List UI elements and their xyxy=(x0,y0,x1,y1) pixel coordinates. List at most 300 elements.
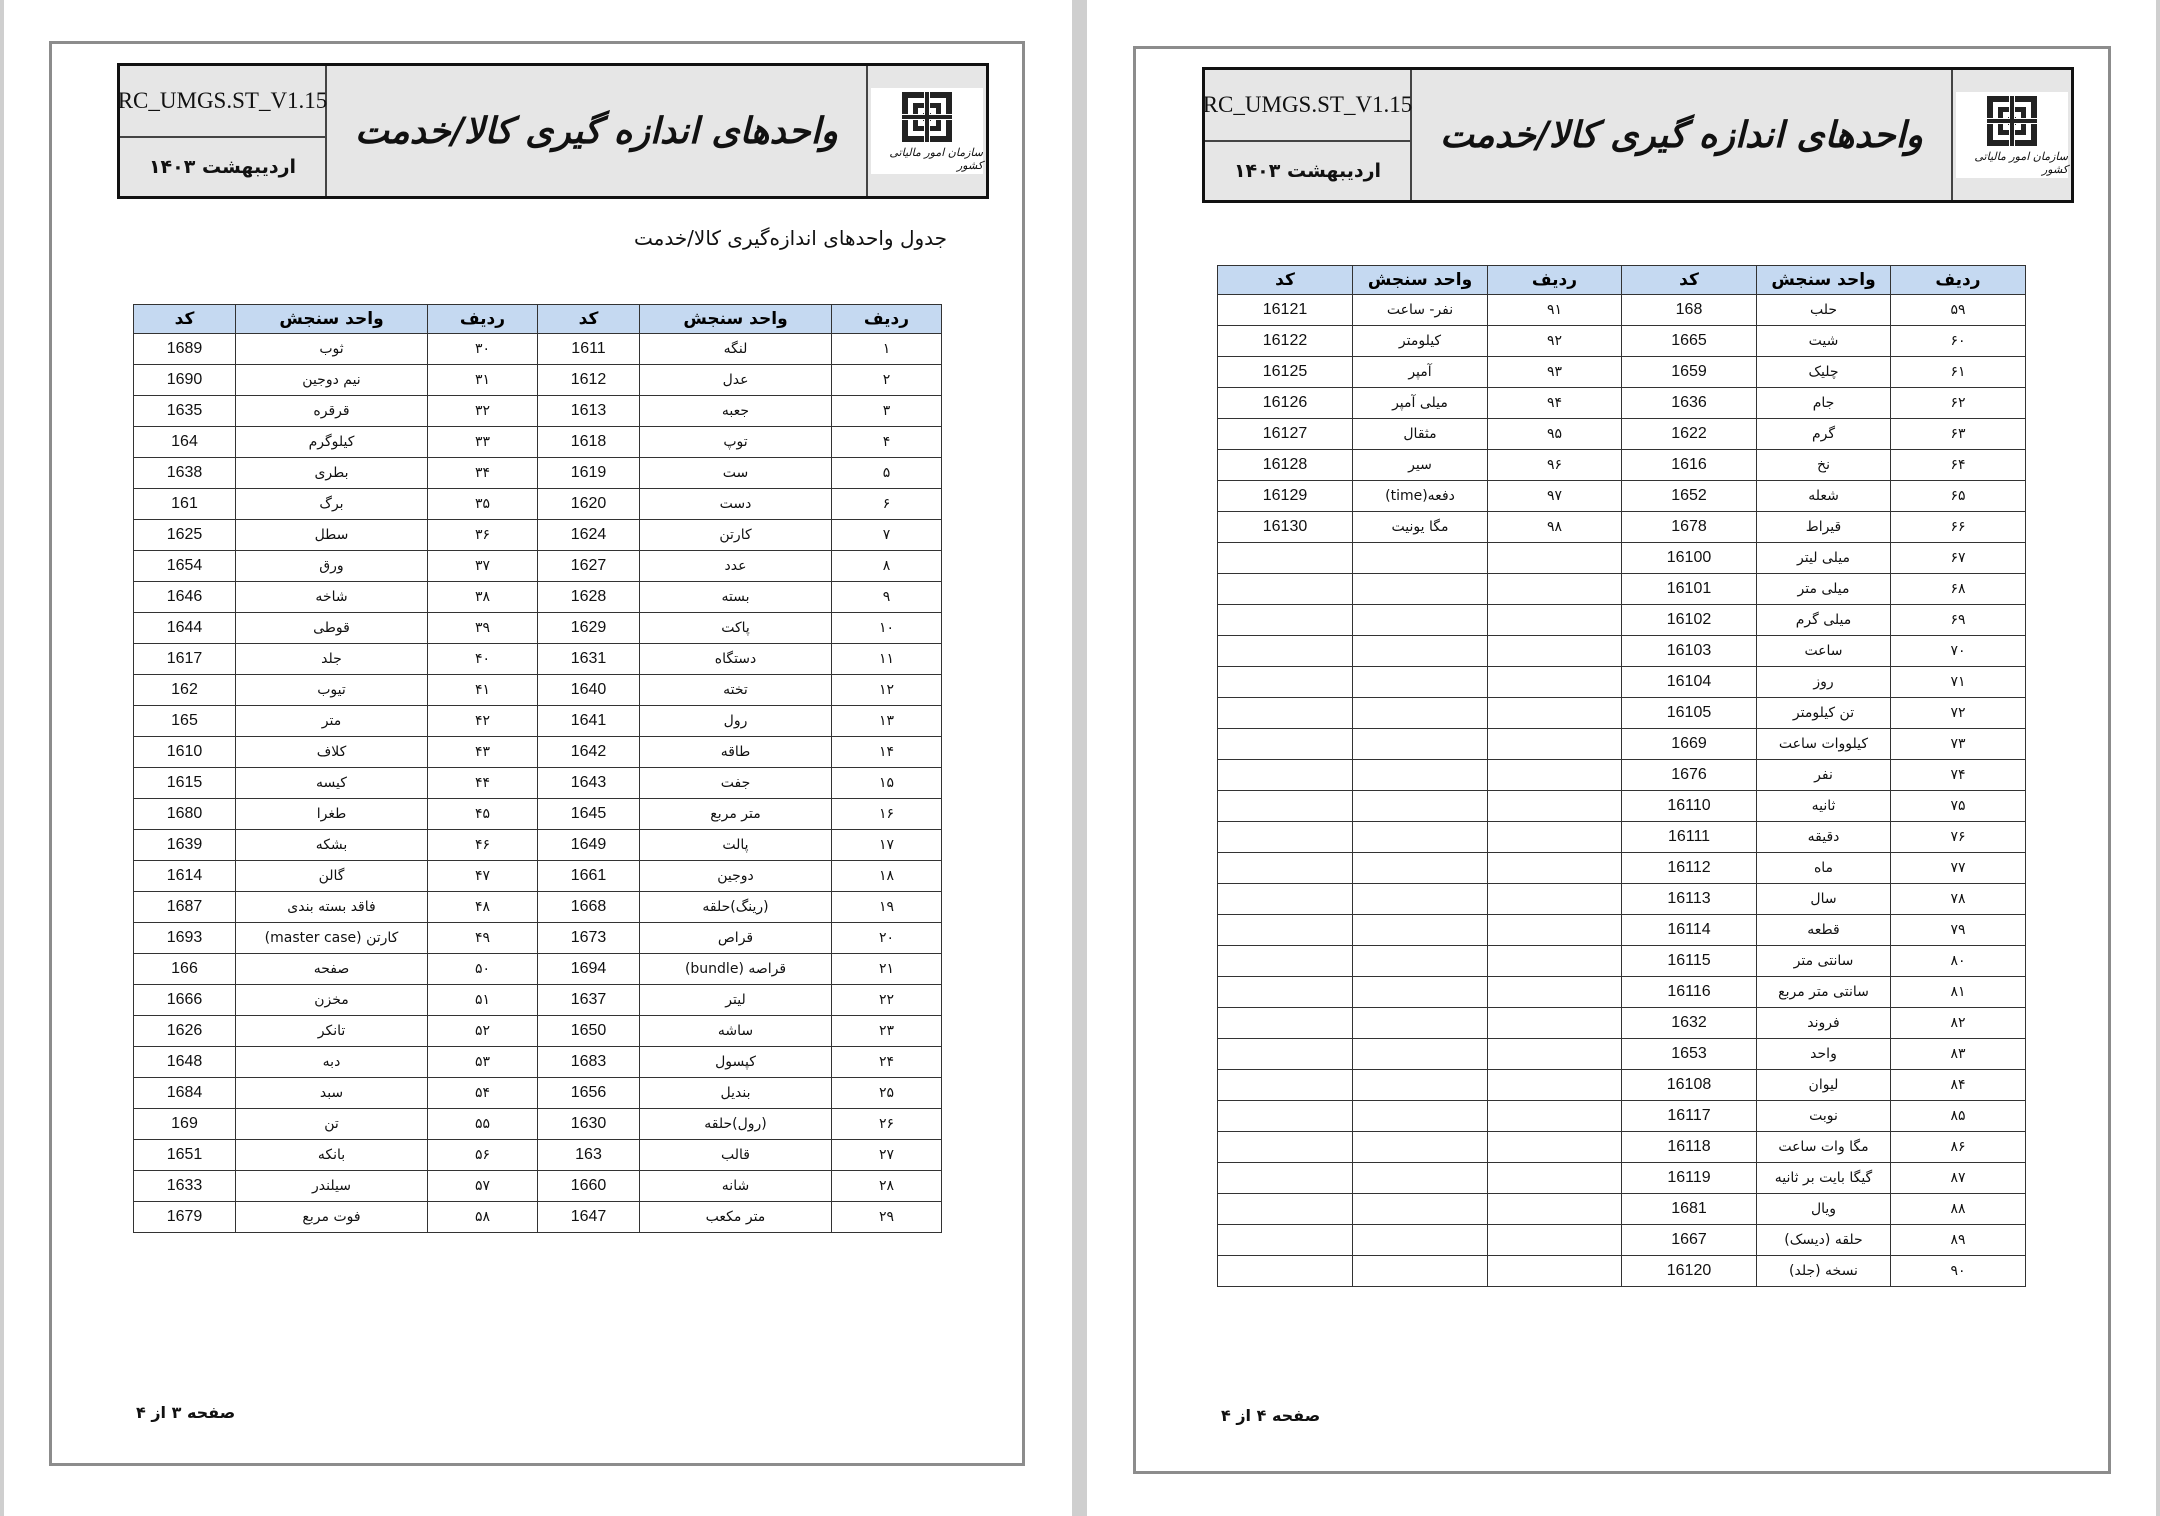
row-number-cell: ۹۰ xyxy=(1891,1256,2026,1287)
header-meta xyxy=(1202,70,1413,200)
unit-code-cell xyxy=(1218,946,1353,977)
unit-code-cell: 16113 xyxy=(1622,884,1757,915)
unit-name-cell: شیت xyxy=(1757,326,1891,357)
unit-name-cell: قرقره xyxy=(236,396,428,427)
unit-name-cell: بندیل xyxy=(640,1078,832,1109)
unit-code-cell: 1652 xyxy=(1622,481,1757,512)
unit-name-cell: کیلوگرم xyxy=(236,427,428,458)
unit-name-cell: قیراط xyxy=(1757,512,1891,543)
header-row-number: ردیف xyxy=(428,305,538,334)
row-number-cell: ۳۱ xyxy=(428,365,538,396)
unit-name-cell: قراصه (bundle) xyxy=(640,954,832,985)
header-row-number: ردیف xyxy=(832,305,942,334)
unit-code-cell: 1636 xyxy=(1622,388,1757,419)
table-row xyxy=(1218,760,2026,791)
row-number-cell: ۴۸ xyxy=(428,892,538,923)
table-row xyxy=(134,613,942,644)
row-number-cell: ۱ xyxy=(832,334,942,365)
unit-name-cell: قوطی xyxy=(236,613,428,644)
header-row-number: ردیف xyxy=(1891,266,2026,295)
row-number-cell xyxy=(1488,946,1622,977)
row-number-cell: ۴۷ xyxy=(428,861,538,892)
unit-code-cell: 1653 xyxy=(1622,1039,1757,1070)
unit-code-cell xyxy=(1218,1225,1353,1256)
unit-name-cell: گرم xyxy=(1757,419,1891,450)
unit-code-cell xyxy=(1218,729,1353,760)
organization-logo xyxy=(1951,70,2071,200)
row-number-cell xyxy=(1488,853,1622,884)
unit-name-cell xyxy=(1353,1163,1488,1194)
unit-name-cell: ثانیه xyxy=(1757,791,1891,822)
unit-code-cell: 16105 xyxy=(1622,698,1757,729)
unit-name-cell: دوجین xyxy=(640,861,832,892)
table-row xyxy=(134,799,942,830)
unit-name-cell: دفعه(time) xyxy=(1353,481,1488,512)
unit-code-cell: 1666 xyxy=(134,985,236,1016)
unit-code-cell: 1624 xyxy=(538,520,640,551)
unit-name-cell: نیم دوجین xyxy=(236,365,428,396)
table-row xyxy=(1218,1225,2026,1256)
unit-code-cell: 1613 xyxy=(538,396,640,427)
row-number-cell: ۸۳ xyxy=(1891,1039,2026,1070)
row-number-cell: ۶۵ xyxy=(1891,481,2026,512)
unit-name-cell xyxy=(1353,636,1488,667)
unit-code-cell: 16100 xyxy=(1622,543,1757,574)
row-number-cell: ۵۶ xyxy=(428,1140,538,1171)
unit-code-cell xyxy=(1218,791,1353,822)
row-number-cell xyxy=(1488,977,1622,1008)
unit-name-cell: لنگه xyxy=(640,334,832,365)
table-row xyxy=(1218,1163,2026,1194)
unit-code-cell: 1640 xyxy=(538,675,640,706)
table-row xyxy=(1218,605,2026,636)
table-row xyxy=(134,706,942,737)
unit-code-cell xyxy=(1218,1008,1353,1039)
row-number-cell: ۶۹ xyxy=(1891,605,2026,636)
unit-code-cell: 1638 xyxy=(134,458,236,489)
table-row xyxy=(1218,419,2026,450)
unit-name-cell: ثوب xyxy=(236,334,428,365)
row-number-cell: ۲۶ xyxy=(832,1109,942,1140)
unit-name-cell: تیوب xyxy=(236,675,428,706)
row-number-cell: ۷۱ xyxy=(1891,667,2026,698)
table-row xyxy=(134,985,942,1016)
table-row xyxy=(1218,1101,2026,1132)
unit-name-cell: مگا یونیت xyxy=(1353,512,1488,543)
header-unit: واحد سنجش xyxy=(236,305,428,334)
unit-code-cell: 1630 xyxy=(538,1109,640,1140)
row-number-cell: ۸۷ xyxy=(1891,1163,2026,1194)
table-row xyxy=(134,1047,942,1078)
unit-code-cell xyxy=(1218,543,1353,574)
unit-name-cell: جفت xyxy=(640,768,832,799)
unit-name-cell: متر مکعب xyxy=(640,1202,832,1233)
unit-code-cell: 168 xyxy=(1622,295,1757,326)
unit-name-cell xyxy=(1353,915,1488,946)
unit-code-cell xyxy=(1218,636,1353,667)
row-number-cell: ۳۶ xyxy=(428,520,538,551)
table-row xyxy=(134,923,942,954)
row-number-cell: ۱۷ xyxy=(832,830,942,861)
unit-code-cell: 1648 xyxy=(134,1047,236,1078)
unit-name-cell: سیر xyxy=(1353,450,1488,481)
unit-code-cell: 1622 xyxy=(1622,419,1757,450)
unit-code-cell: 1681 xyxy=(1622,1194,1757,1225)
unit-code-cell: 1667 xyxy=(1622,1225,1757,1256)
row-number-cell: ۱۱ xyxy=(832,644,942,675)
unit-name-cell: قالب xyxy=(640,1140,832,1171)
unit-code-cell: 16129 xyxy=(1218,481,1353,512)
header-unit: واحد سنجش xyxy=(640,305,832,334)
unit-name-cell: عدد xyxy=(640,551,832,582)
organization-logo xyxy=(866,66,986,196)
unit-code-cell: 1669 xyxy=(1622,729,1757,760)
unit-name-cell: طاقه xyxy=(640,737,832,768)
table-row xyxy=(1218,946,2026,977)
table-row xyxy=(1218,481,2026,512)
table-row xyxy=(1218,357,2026,388)
page-number: صفحه ۳ از ۴ xyxy=(136,1403,236,1422)
unit-name-cell xyxy=(1353,605,1488,636)
unit-name-cell: بانکه xyxy=(236,1140,428,1171)
unit-name-cell: روز xyxy=(1757,667,1891,698)
table-row xyxy=(134,861,942,892)
row-number-cell xyxy=(1488,543,1622,574)
row-number-cell xyxy=(1488,1101,1622,1132)
page-header xyxy=(117,63,989,199)
row-number-cell: ۵۷ xyxy=(428,1171,538,1202)
unit-name-cell: لیتر xyxy=(640,985,832,1016)
unit-name-cell xyxy=(1353,760,1488,791)
unit-name-cell: قطعه xyxy=(1757,915,1891,946)
unit-name-cell: میلی لیتر xyxy=(1757,543,1891,574)
document-title: واحدهای اندازه گیری کالا/خدمت xyxy=(354,110,839,152)
row-number-cell: ۴۰ xyxy=(428,644,538,675)
unit-code-cell: 16122 xyxy=(1218,326,1353,357)
table-row xyxy=(1218,791,2026,822)
row-number-cell: ۴۵ xyxy=(428,799,538,830)
unit-code-cell: 1645 xyxy=(538,799,640,830)
row-number-cell: ۳ xyxy=(832,396,942,427)
unit-name-cell: فاقد بسته بندی xyxy=(236,892,428,923)
row-number-cell: ۱۵ xyxy=(832,768,942,799)
row-number-cell: ۱۳ xyxy=(832,706,942,737)
unit-code-cell: 163 xyxy=(538,1140,640,1171)
unit-name-cell: میلی آمپر xyxy=(1353,388,1488,419)
unit-code-cell: 1693 xyxy=(134,923,236,954)
row-number-cell: ۲۲ xyxy=(832,985,942,1016)
unit-code-cell: 1676 xyxy=(1622,760,1757,791)
table-row xyxy=(1218,977,2026,1008)
row-number-cell xyxy=(1488,667,1622,698)
header-meta xyxy=(117,66,328,196)
table-header-row xyxy=(134,305,942,334)
unit-code-cell: 1641 xyxy=(538,706,640,737)
table-row xyxy=(1218,1039,2026,1070)
unit-name-cell: متر xyxy=(236,706,428,737)
table-row xyxy=(1218,574,2026,605)
unit-name-cell: پالت xyxy=(640,830,832,861)
header-code: کد xyxy=(1218,266,1353,295)
unit-code-cell: 1694 xyxy=(538,954,640,985)
unit-name-cell: نفر xyxy=(1757,760,1891,791)
unit-name-cell: ویال xyxy=(1757,1194,1891,1225)
unit-code-cell: 16115 xyxy=(1622,946,1757,977)
unit-name-cell: جعبه xyxy=(640,396,832,427)
unit-code-cell: 1639 xyxy=(134,830,236,861)
unit-name-cell: کارتن (master case) xyxy=(236,923,428,954)
row-number-cell: ۵۵ xyxy=(428,1109,538,1140)
table-row xyxy=(134,1171,942,1202)
row-number-cell: ۵۹ xyxy=(1891,295,2026,326)
units-table xyxy=(1217,265,2026,1287)
row-number-cell: ۹ xyxy=(832,582,942,613)
unit-name-cell: مگا وات ساعت xyxy=(1757,1132,1891,1163)
table-row xyxy=(134,334,942,365)
unit-name-cell xyxy=(1353,1008,1488,1039)
unit-code-cell: 1627 xyxy=(538,551,640,582)
unit-name-cell xyxy=(1353,822,1488,853)
row-number-cell: ۵۱ xyxy=(428,985,538,1016)
unit-name-cell: تن کیلومتر xyxy=(1757,698,1891,729)
table-row xyxy=(134,1109,942,1140)
unit-name-cell: فروند xyxy=(1757,1008,1891,1039)
unit-code-cell: 169 xyxy=(134,1109,236,1140)
table-header-row xyxy=(1218,266,2026,295)
row-number-cell: ۳۲ xyxy=(428,396,538,427)
unit-name-cell xyxy=(1353,667,1488,698)
unit-code-cell: 1629 xyxy=(538,613,640,644)
row-number-cell xyxy=(1488,1163,1622,1194)
table-row xyxy=(1218,450,2026,481)
unit-name-cell: جام xyxy=(1757,388,1891,419)
table-row xyxy=(1218,1256,2026,1287)
unit-code-cell: 1687 xyxy=(134,892,236,923)
table-row xyxy=(1218,512,2026,543)
unit-code-cell: 1637 xyxy=(538,985,640,1016)
unit-name-cell: (رینگ)حلقه xyxy=(640,892,832,923)
unit-name-cell xyxy=(1353,729,1488,760)
row-number-cell: ۳۹ xyxy=(428,613,538,644)
table-row xyxy=(134,365,942,396)
unit-name-cell: توپ xyxy=(640,427,832,458)
table-row xyxy=(1218,1132,2026,1163)
row-number-cell xyxy=(1488,605,1622,636)
row-number-cell: ۲۸ xyxy=(832,1171,942,1202)
unit-name-cell: کلاف xyxy=(236,737,428,768)
unit-name-cell: حلقه (دیسک) xyxy=(1757,1225,1891,1256)
row-number-cell xyxy=(1488,574,1622,605)
unit-name-cell: پاکت xyxy=(640,613,832,644)
unit-code-cell: 16103 xyxy=(1622,636,1757,667)
unit-name-cell: سال xyxy=(1757,884,1891,915)
row-number-cell xyxy=(1488,729,1622,760)
row-number-cell: ۸۴ xyxy=(1891,1070,2026,1101)
row-number-cell: ۴۹ xyxy=(428,923,538,954)
table-row xyxy=(1218,1070,2026,1101)
table-title: جدول واحدهای اندازه‌گیری کالا/خدمت xyxy=(633,226,947,250)
row-number-cell xyxy=(1488,636,1622,667)
unit-code-cell: 16125 xyxy=(1218,357,1353,388)
logo-caption: سازمان امور مالیاتی کشور xyxy=(1974,150,2068,176)
table-row xyxy=(1218,543,2026,574)
row-number-cell: ۸۵ xyxy=(1891,1101,2026,1132)
unit-code-cell: 1689 xyxy=(134,334,236,365)
row-number-cell: ۶۳ xyxy=(1891,419,2026,450)
unit-name-cell: کیلووات ساعت xyxy=(1757,729,1891,760)
unit-name-cell xyxy=(1353,946,1488,977)
unit-name-cell: شاخه xyxy=(236,582,428,613)
row-number-cell: ۵ xyxy=(832,458,942,489)
row-number-cell: ۶۱ xyxy=(1891,357,2026,388)
unit-code-cell xyxy=(1218,1070,1353,1101)
unit-name-cell xyxy=(1353,1070,1488,1101)
row-number-cell: ۹۵ xyxy=(1488,419,1622,450)
row-number-cell: ۶۴ xyxy=(1891,450,2026,481)
row-number-cell: ۳۵ xyxy=(428,489,538,520)
row-number-cell: ۸۱ xyxy=(1891,977,2026,1008)
table-row xyxy=(134,1016,942,1047)
row-number-cell: ۸۶ xyxy=(1891,1132,2026,1163)
unit-name-cell: نوبت xyxy=(1757,1101,1891,1132)
unit-name-cell: رول xyxy=(640,706,832,737)
unit-code-cell: 1610 xyxy=(134,737,236,768)
table-row xyxy=(134,1202,942,1233)
row-number-cell: ۸ xyxy=(832,551,942,582)
table-row xyxy=(1218,667,2026,698)
table-row xyxy=(1218,698,2026,729)
row-number-cell: ۵۰ xyxy=(428,954,538,985)
row-number-cell xyxy=(1488,1225,1622,1256)
unit-code-cell: 162 xyxy=(134,675,236,706)
unit-code-cell: 16116 xyxy=(1622,977,1757,1008)
unit-code-cell xyxy=(1218,760,1353,791)
row-number-cell: ۷۵ xyxy=(1891,791,2026,822)
unit-code-cell: 16104 xyxy=(1622,667,1757,698)
unit-code-cell: 16128 xyxy=(1218,450,1353,481)
row-number-cell: ۳۴ xyxy=(428,458,538,489)
unit-name-cell: صفحه xyxy=(236,954,428,985)
unit-name-cell: تانکر xyxy=(236,1016,428,1047)
unit-code-cell: 16110 xyxy=(1622,791,1757,822)
unit-name-cell: (رول)حلقه xyxy=(640,1109,832,1140)
row-number-cell xyxy=(1488,1256,1622,1287)
unit-code-cell: 16118 xyxy=(1622,1132,1757,1163)
row-number-cell: ۵۲ xyxy=(428,1016,538,1047)
row-number-cell: ۶۷ xyxy=(1891,543,2026,574)
row-number-cell xyxy=(1488,1008,1622,1039)
unit-code-cell: 1620 xyxy=(538,489,640,520)
unit-name-cell: برگ xyxy=(236,489,428,520)
table-row xyxy=(134,551,942,582)
unit-code-cell xyxy=(1218,915,1353,946)
unit-code-cell: 166 xyxy=(134,954,236,985)
row-number-cell: ۸۲ xyxy=(1891,1008,2026,1039)
unit-name-cell: حلب xyxy=(1757,295,1891,326)
unit-code-cell xyxy=(1218,1101,1353,1132)
row-number-cell: ۵۸ xyxy=(428,1202,538,1233)
unit-name-cell: نفر- ساعت xyxy=(1353,295,1488,326)
unit-code-cell: 16127 xyxy=(1218,419,1353,450)
unit-code-cell: 1615 xyxy=(134,768,236,799)
unit-name-cell: فوت مربع xyxy=(236,1202,428,1233)
unit-name-cell: طغرا xyxy=(236,799,428,830)
table-row xyxy=(1218,636,2026,667)
table-row xyxy=(134,396,942,427)
unit-code-cell: 16119 xyxy=(1622,1163,1757,1194)
unit-code-cell: 1646 xyxy=(134,582,236,613)
row-number-cell: ۱۶ xyxy=(832,799,942,830)
unit-code-cell: 16120 xyxy=(1622,1256,1757,1287)
row-number-cell: ۹۲ xyxy=(1488,326,1622,357)
unit-code-cell xyxy=(1218,574,1353,605)
table-row xyxy=(1218,822,2026,853)
table-row xyxy=(134,582,942,613)
row-number-cell xyxy=(1488,698,1622,729)
unit-code-cell: 1656 xyxy=(538,1078,640,1109)
unit-code-cell: 1625 xyxy=(134,520,236,551)
unit-name-cell: واحد xyxy=(1757,1039,1891,1070)
unit-name-cell: کارتن xyxy=(640,520,832,551)
unit-name-cell xyxy=(1353,574,1488,605)
unit-name-cell: مثقال xyxy=(1353,419,1488,450)
unit-code-cell: 16102 xyxy=(1622,605,1757,636)
row-number-cell: ۱۹ xyxy=(832,892,942,923)
table-row xyxy=(134,830,942,861)
row-number-cell: ۲۵ xyxy=(832,1078,942,1109)
document-date: اردیبهشت ۱۴۰۳ xyxy=(148,156,297,178)
row-number-cell: ۱۰ xyxy=(832,613,942,644)
unit-name-cell: تخته xyxy=(640,675,832,706)
unit-code-cell: 1651 xyxy=(134,1140,236,1171)
unit-code-cell: 1635 xyxy=(134,396,236,427)
unit-code-cell: 1650 xyxy=(538,1016,640,1047)
unit-name-cell: سبد xyxy=(236,1078,428,1109)
unit-name-cell: دبه xyxy=(236,1047,428,1078)
table-row xyxy=(134,737,942,768)
unit-code-cell: 1616 xyxy=(1622,450,1757,481)
unit-name-cell xyxy=(1353,698,1488,729)
header-code: کد xyxy=(1622,266,1757,295)
unit-name-cell xyxy=(1353,791,1488,822)
row-number-cell: ۶۸ xyxy=(1891,574,2026,605)
unit-code-cell: 165 xyxy=(134,706,236,737)
unit-name-cell: مخزن xyxy=(236,985,428,1016)
unit-name-cell: لیوان xyxy=(1757,1070,1891,1101)
table-row xyxy=(1218,295,2026,326)
table-row xyxy=(1218,729,2026,760)
row-number-cell: ۷۳ xyxy=(1891,729,2026,760)
table-row xyxy=(134,427,942,458)
unit-name-cell: قراص xyxy=(640,923,832,954)
table-row xyxy=(1218,884,2026,915)
table-row xyxy=(1218,1194,2026,1225)
row-number-cell: ۷۰ xyxy=(1891,636,2026,667)
table-row xyxy=(134,458,942,489)
unit-name-cell xyxy=(1353,884,1488,915)
unit-code-cell xyxy=(1218,884,1353,915)
unit-name-cell: نسخه (جلد) xyxy=(1757,1256,1891,1287)
unit-name-cell: جلد xyxy=(236,644,428,675)
unit-code-cell: 1618 xyxy=(538,427,640,458)
header-row-number: ردیف xyxy=(1488,266,1622,295)
document-code: RC_UMGS.ST_V1.15 xyxy=(120,66,325,138)
row-number-cell xyxy=(1488,1194,1622,1225)
unit-code-cell: 16121 xyxy=(1218,295,1353,326)
row-number-cell: ۴۱ xyxy=(428,675,538,706)
page-header xyxy=(1202,67,2074,203)
unit-name-cell: شانه xyxy=(640,1171,832,1202)
